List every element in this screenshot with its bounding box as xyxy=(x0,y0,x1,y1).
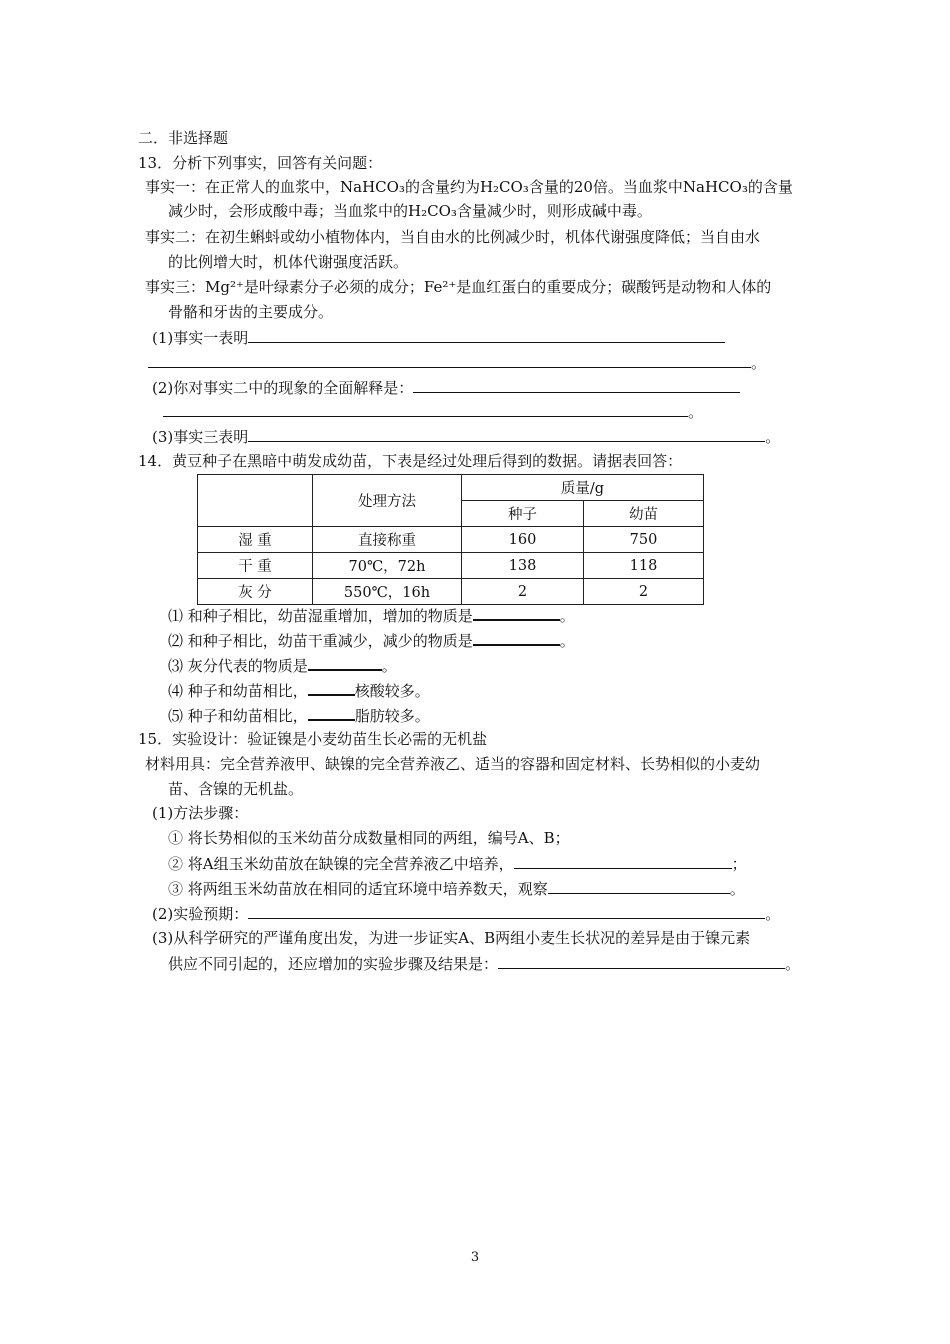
seed-data-table xyxy=(197,474,704,605)
q13-period-1: 。 xyxy=(751,354,767,372)
q14-sub5-tail: 脂肪较多。 xyxy=(354,707,430,725)
q14-period-3: 。 xyxy=(381,657,397,675)
q14-answer-blank-3[interactable] xyxy=(308,654,382,671)
q15-prediction xyxy=(152,903,780,924)
q15-step3-text: ③ 将两组玉米幼苗放在相同的适宜环境中培养数天，观察 xyxy=(168,880,548,898)
q15-answer-blank-step2[interactable] xyxy=(514,853,732,869)
q15-sub3-line2 xyxy=(168,953,800,974)
q13-answer-blank-2b[interactable] xyxy=(163,401,688,417)
q15-step2 xyxy=(168,853,747,874)
q14-sub4-tail: 核酸较多。 xyxy=(354,682,430,700)
q15-period-2: 。 xyxy=(765,905,781,923)
q13-answer-blank-1a[interactable] xyxy=(248,327,725,343)
q15-period-1: 。 xyxy=(729,880,745,898)
q13-sub1-label: (1)事实一表明 xyxy=(152,329,249,347)
q14-period-2: 。 xyxy=(559,632,575,650)
q14-sub1 xyxy=(168,604,575,626)
q13-sub2-label: (2)你对事实二中的现象的全面解释是： xyxy=(152,379,414,397)
q14-answer-blank-4[interactable] xyxy=(308,679,355,696)
table-row xyxy=(198,553,704,579)
q13-fact1-line2: 减少时，会形成酸中毒；当血浆中的H₂CO₃含量减少时，则形成碱中毒。 xyxy=(168,202,652,220)
q15-answer-blank-sub3[interactable] xyxy=(498,953,785,969)
q14-sub5 xyxy=(168,704,430,726)
q15-period-3: 。 xyxy=(785,955,801,973)
row-seed-value: 2 xyxy=(462,579,584,605)
q15-sub3-text: 供应不同引起的，还应增加的实验步骤及结果是： xyxy=(168,955,499,973)
row-seedling-value: 118 xyxy=(584,553,704,579)
q15-materials-line1: 材料用具：完全营养液甲、缺镍的完全营养液乙、适当的容器和固定材料、长势相似的小麦幼 xyxy=(145,755,761,773)
q13-sub1 xyxy=(152,327,725,348)
q13-fact1-line1: 事实一：在正常人的血浆中，NaHCO₃的含量约为H₂CO₃含量的20倍。当血浆中NaHCO₃的含量 xyxy=(145,178,793,196)
q13-sub2-cont xyxy=(163,401,703,422)
q14-answer-blank-2[interactable] xyxy=(473,629,560,646)
table-header-seed: 种子 xyxy=(462,501,584,527)
row-seedling-value: 2 xyxy=(584,579,704,605)
q15-materials-line2: 苗、含镍的无机盐。 xyxy=(168,780,304,798)
row-seed-value: 138 xyxy=(462,553,584,579)
row-label: 湿 重 xyxy=(198,527,313,553)
q14-sub2-text: ⑵ 和种子相比，幼苗干重减少，减少的物质是 xyxy=(168,632,473,650)
q14-stem: 14．黄豆种子在黑暗中萌发成幼苗，下表是经过处理后得到的数据。请据表回答： xyxy=(138,452,683,470)
table-row xyxy=(198,579,704,605)
q14-sub4 xyxy=(168,679,430,701)
row-method: 70℃，72h xyxy=(313,553,462,579)
row-label: 灰 分 xyxy=(198,579,313,605)
q14-answer-blank-5[interactable] xyxy=(308,704,355,721)
row-method: 直接称重 xyxy=(313,527,462,553)
q14-sub3 xyxy=(168,654,397,676)
q15-answer-blank-step3[interactable] xyxy=(548,878,730,894)
table-header-row xyxy=(198,475,704,501)
q13-sub3 xyxy=(152,426,780,447)
q13-sub3-label: (3)事实三表明 xyxy=(152,428,249,446)
table-header-method: 处理方法 xyxy=(313,475,462,527)
table-row xyxy=(198,527,704,553)
q14-sub1-text: ⑴ 和种子相比，幼苗湿重增加，增加的物质是 xyxy=(168,607,473,625)
q13-fact3-line2: 骨骼和牙齿的主要成分。 xyxy=(168,303,334,321)
row-method: 550℃，16h xyxy=(313,579,462,605)
table-corner-cell xyxy=(198,475,313,527)
q13-fact2-line2: 的比例增大时，机体代谢强度活跃。 xyxy=(168,253,409,271)
q15-step2-text: ② 将A组玉米幼苗放在缺镍的完全营养液乙中培养， xyxy=(168,855,514,873)
q13-period-3: 。 xyxy=(765,428,781,446)
q14-answer-blank-1[interactable] xyxy=(473,604,560,621)
q15-method-heading: (1)方法步骤： xyxy=(152,804,249,822)
row-label: 干 重 xyxy=(198,553,313,579)
q15-answer-blank-prediction[interactable] xyxy=(248,903,765,919)
q13-answer-blank-1b[interactable] xyxy=(148,352,751,368)
q14-sub5-text: ⑸ 种子和幼苗相比， xyxy=(168,707,308,725)
q14-sub2 xyxy=(168,629,575,651)
q13-sub1-cont xyxy=(148,352,766,373)
q13-answer-blank-2a[interactable] xyxy=(413,377,740,393)
q15-stem: 15．实验设计：验证镍是小麦幼苗生长必需的无机盐 xyxy=(138,730,488,748)
q13-answer-blank-3[interactable] xyxy=(248,426,765,442)
table-header-mass: 质量/g xyxy=(462,475,704,501)
q13-stem: 13．分析下列事实，回答有关问题： xyxy=(138,154,383,172)
q15-step1: ① 将长势相似的玉米幼苗分成数量相同的两组，编号A、B； xyxy=(168,829,570,847)
q13-fact3-line1: 事实三：Mg²⁺是叶绿素分子必须的成分；Fe²⁺是血红蛋白的重要成分；碳酸钙是动物和人体的 xyxy=(145,278,772,296)
q14-period-1: 。 xyxy=(559,607,575,625)
q13-fact2-line1: 事实二：在初生蝌蚪或幼小植物体内，当自由水的比例减少时，机体代谢强度降低；当自由水 xyxy=(145,228,761,246)
q15-prediction-label: (2)实验预期： xyxy=(152,905,249,923)
q14-sub4-text: ⑷ 种子和幼苗相比， xyxy=(168,682,308,700)
row-seedling-value: 750 xyxy=(584,527,704,553)
q15-sub3-line1: (3)从科学研究的严谨角度出发，为进一步证实A、B两组小麦生长状况的差异是由于镍元素 xyxy=(152,929,751,947)
q15-step3 xyxy=(168,878,745,899)
page-number: 3 xyxy=(470,1250,480,1265)
section-title: 二．非选择题 xyxy=(138,129,229,147)
q13-sub2 xyxy=(152,377,740,398)
q13-period-2: 。 xyxy=(688,403,704,421)
table-header-seedling: 幼苗 xyxy=(584,501,704,527)
row-seed-value: 160 xyxy=(462,527,584,553)
q15-step2-end: ； xyxy=(731,855,747,873)
q14-sub3-text: ⑶ 灰分代表的物质是 xyxy=(168,657,308,675)
